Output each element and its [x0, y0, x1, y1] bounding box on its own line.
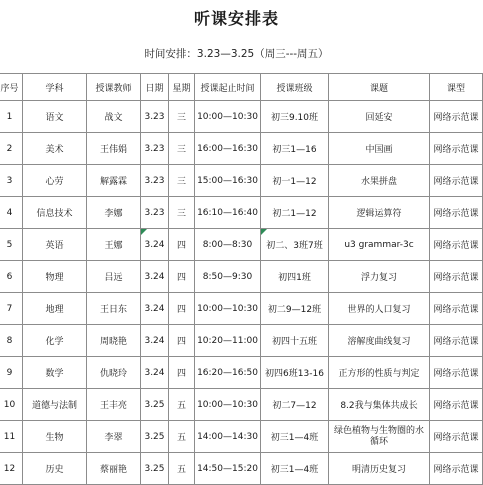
cell-subject: 地理	[23, 293, 87, 325]
cell-class: 初三9.10班	[261, 101, 329, 133]
cell-type: 网络示范课	[430, 421, 483, 453]
cell-type: 网络示范课	[430, 197, 483, 229]
table-row	[0, 165, 483, 197]
cell-date: 3.23	[141, 101, 169, 133]
cell-topic: 回延安	[329, 101, 430, 133]
cell-subject: 美术	[23, 133, 87, 165]
header-weekday: 星期	[169, 74, 195, 101]
cell-date: 3.23	[141, 197, 169, 229]
cell-teacher: 解露霖	[87, 165, 141, 197]
cell-time: 16:20—16:50	[195, 357, 261, 389]
table-row	[0, 325, 483, 357]
cell-class: 初三1—16	[261, 133, 329, 165]
cell-type: 网络示范课	[430, 229, 483, 261]
cell-weekday: 四	[169, 357, 195, 389]
cell-class: 初四1班	[261, 261, 329, 293]
cell-subject: 数学	[23, 357, 87, 389]
cell-teacher: 李翠	[87, 421, 141, 453]
table-row	[0, 421, 483, 453]
cell-topic: u3 grammar-3c	[329, 229, 430, 261]
cell-index: 8	[0, 325, 23, 357]
cell-type: 网络示范课	[430, 165, 483, 197]
cell-topic: 中国画	[329, 133, 430, 165]
header-time: 授课起止时间	[195, 74, 261, 101]
table-row	[0, 101, 483, 133]
cell-date: 3.24	[141, 357, 169, 389]
cell-type: 网络示范课	[430, 325, 483, 357]
cell-date: 3.25	[141, 389, 169, 421]
cell-date: 3.23	[141, 165, 169, 197]
cell-topic: 明清历史复习	[329, 453, 430, 485]
cell-teacher: 仇晓玲	[87, 357, 141, 389]
header-subject: 学科	[23, 74, 87, 101]
cell-weekday: 三	[169, 165, 195, 197]
cell-index: 6	[0, 261, 23, 293]
cell-index: 11	[0, 421, 23, 453]
cell-date: 3.24	[141, 229, 169, 261]
cell-weekday: 三	[169, 133, 195, 165]
header-class: 授课班级	[261, 74, 329, 101]
cell-type: 网络示范课	[430, 101, 483, 133]
cell-class: 初二7—12	[261, 389, 329, 421]
table-row	[0, 133, 483, 165]
cell-date: 3.24	[141, 325, 169, 357]
schedule-table	[0, 73, 483, 485]
cell-subject: 道德与法制	[23, 389, 87, 421]
cell-topic: 世界的人口复习	[329, 293, 430, 325]
table-row	[0, 261, 483, 293]
cell-class: 初一1—12	[261, 165, 329, 197]
cell-teacher: 王日东	[87, 293, 141, 325]
table-row	[0, 229, 483, 261]
cell-time: 16:10—16:40	[195, 197, 261, 229]
cell-weekday: 三	[169, 101, 195, 133]
cell-subject: 英语	[23, 229, 87, 261]
cell-type: 网络示范课	[430, 293, 483, 325]
cell-weekday: 五	[169, 421, 195, 453]
header-row	[0, 74, 483, 101]
cell-subject: 物理	[23, 261, 87, 293]
cell-index: 1	[0, 101, 23, 133]
cell-class: 初二9—12班	[261, 293, 329, 325]
cell-topic: 正方形的性质与判定	[329, 357, 430, 389]
header-teacher: 授课教师	[87, 74, 141, 101]
cell-teacher: 蔡丽艳	[87, 453, 141, 485]
time-arrangement: 时间安排：3.23—3.25（周三---周五）	[144, 48, 329, 60]
cell-class: 初二、3班7班	[261, 229, 329, 261]
cell-teacher: 王娜	[87, 229, 141, 261]
header-date: 日期	[141, 74, 169, 101]
cell-weekday: 五	[169, 389, 195, 421]
schedule-table-wrapper	[0, 73, 482, 473]
cell-index: 2	[0, 133, 23, 165]
cell-teacher: 吕远	[87, 261, 141, 293]
cell-subject: 心劳	[23, 165, 87, 197]
cell-time: 10:00—10:30	[195, 389, 261, 421]
cell-topic: 逻辑运算符	[329, 197, 430, 229]
cell-date: 3.25	[141, 421, 169, 453]
cell-time: 14:00—14:30	[195, 421, 261, 453]
cell-teacher: 王伟娟	[87, 133, 141, 165]
cell-index: 12	[0, 453, 23, 485]
cell-class: 初三1—4班	[261, 453, 329, 485]
cell-time: 10:00—10:30	[195, 293, 261, 325]
cell-time: 8:50—9:30	[195, 261, 261, 293]
cell-time: 14:50—15:20	[195, 453, 261, 485]
cell-time: 10:00—10:30	[195, 101, 261, 133]
cell-type: 网络示范课	[430, 133, 483, 165]
cell-weekday: 五	[169, 453, 195, 485]
cell-type: 网络示范课	[430, 261, 483, 293]
cell-subject: 生物	[23, 421, 87, 453]
page-title: 听课安排表	[193, 9, 279, 28]
table-row	[0, 357, 483, 389]
cell-subject: 语文	[23, 101, 87, 133]
cell-type: 网络示范课	[430, 389, 483, 421]
table-row	[0, 453, 483, 485]
cell-time: 8:00—8:30	[195, 229, 261, 261]
cell-time: 15:00—16:30	[195, 165, 261, 197]
table-row	[0, 389, 483, 421]
header-topic: 课题	[329, 74, 430, 101]
cell-index: 4	[0, 197, 23, 229]
cell-teacher: 李娜	[87, 197, 141, 229]
cell-subject: 化学	[23, 325, 87, 357]
cell-topic: 绿色植物与生物圈的水循环	[329, 421, 430, 453]
cell-type: 网络示范课	[430, 453, 483, 485]
table-row	[0, 197, 483, 229]
cell-date: 3.25	[141, 453, 169, 485]
cell-topic: 溶解度曲线复习	[329, 325, 430, 357]
cell-class: 初四6班13-16	[261, 357, 329, 389]
header-type: 课型	[430, 74, 483, 101]
cell-class: 初二1—12	[261, 197, 329, 229]
cell-time: 10:20—11:00	[195, 325, 261, 357]
cell-topic: 浮力复习	[329, 261, 430, 293]
cell-index: 10	[0, 389, 23, 421]
cell-teacher: 战文	[87, 101, 141, 133]
cell-weekday: 四	[169, 229, 195, 261]
cell-weekday: 四	[169, 325, 195, 357]
table-row	[0, 293, 483, 325]
cell-subject: 历史	[23, 453, 87, 485]
cell-class: 初四十五班	[261, 325, 329, 357]
cell-date: 3.23	[141, 133, 169, 165]
cell-index: 7	[0, 293, 23, 325]
cell-index: 3	[0, 165, 23, 197]
header-index: 序号	[0, 74, 23, 101]
cell-subject: 信息技术	[23, 197, 87, 229]
cell-weekday: 三	[169, 197, 195, 229]
cell-type: 网络示范课	[430, 357, 483, 389]
cell-weekday: 四	[169, 293, 195, 325]
cell-date: 3.24	[141, 293, 169, 325]
cell-teacher: 王丰亮	[87, 389, 141, 421]
cell-topic: 8.2我与集体共成长	[329, 389, 430, 421]
cell-weekday: 四	[169, 261, 195, 293]
cell-teacher: 周晓艳	[87, 325, 141, 357]
cell-time: 16:00—16:30	[195, 133, 261, 165]
cell-topic: 水果拼盘	[329, 165, 430, 197]
cell-class: 初三1—4班	[261, 421, 329, 453]
cell-index: 5	[0, 229, 23, 261]
cell-index: 9	[0, 357, 23, 389]
cell-date: 3.24	[141, 261, 169, 293]
